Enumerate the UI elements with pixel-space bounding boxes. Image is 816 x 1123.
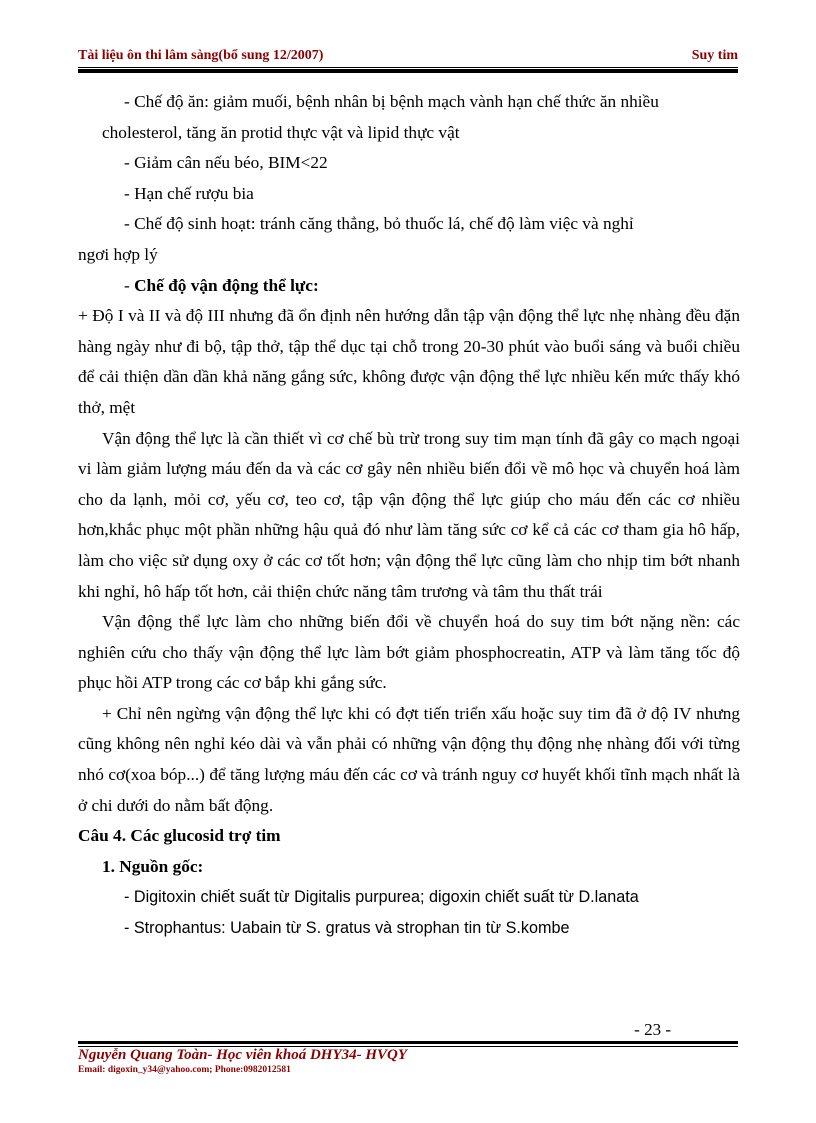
question-4-heading: Câu 4. Các glucosid trợ tim xyxy=(78,826,281,846)
header-rule-thick xyxy=(78,69,738,73)
lifestyle-line-2: ngơi hợp lý xyxy=(78,244,158,264)
diet-line-2: cholesterol, tăng ăn protid thực vật và lipid thực vật xyxy=(102,122,460,142)
document-body xyxy=(78,87,740,944)
page-number: - 23 - xyxy=(634,1020,671,1039)
exercise-heading xyxy=(78,271,740,302)
footer-rule-thick xyxy=(78,1041,738,1044)
exercise-dash: - xyxy=(124,275,135,295)
origin-item-strophantus: - Strophantus: Uabain từ S. gratus và strophan tin từ S.kombe xyxy=(124,919,570,938)
header-section: Suy tim xyxy=(691,48,738,63)
origin-item-digitoxin: - Digitoxin chiết suất từ Digitalis purpurea; digoxin chiết suất từ D.lanata xyxy=(124,888,639,907)
footer-contact: Email: digoxin_y34@yahoo.com; Phone:0982012581 xyxy=(78,1065,291,1075)
paragraph-exercise-rationale: Vận động thể lực là cần thiết vì cơ chế bù trừ trong suy tim mạn tính đã gây co mạch ngoại vi làm giảm lượng máu đến da và các cơ gây nên nhiều biến đổi về mô học và chuyển hoá làm cho da lạnh, mỏi cơ, yếu cơ, teo cơ, tập vận động thể lực giúp cho máu đến các cơ nhiều hơn,khắc phục một phần những hậu quả đó như làm tăng sức cơ kể cả các cơ tham gia hô hấp, làm cho việc sử dụng oxy ở các cơ tốt hơn; vận động thể lực cũng làm cho nhịp tim bớt nhanh khi nghỉ, hô hấp tốt hơn, cải thiện chức năng tâm trương và tâm thu thất trái xyxy=(78,428,740,601)
paragraph-metabolism: Vận động thể lực làm cho những biến đổi về chuyển hoá do suy tim bớt nặng nền: các nghiên cứu cho thấy vận động thể lực làm bớt giảm phosphocreatin, ATP và làm tăng tốc độ phục hồi ATP trong các cơ bắp khi gắng sức. xyxy=(78,612,740,693)
header-rule-thin xyxy=(78,67,738,68)
paragraph-exercise-guidance: + Độ I và II và độ III nhưng đã ổn định nên hướng dẫn tập vận động thể lực nhẹ nhàng đều đặn hàng ngày như đi bộ, tập thở, tập thể dục tại chỗ trong 20-30 phút vào buổi sáng và buổi chiều để cải thiện dần dần khả năng gắng sức, không được vận động thể lực nhiều kến mức thấy khó thở, mệt xyxy=(78,306,740,417)
alcohol-line: - Hạn chế rượu bia xyxy=(124,183,254,203)
exercise-heading-text: Chế độ vận động thể lực: xyxy=(134,275,319,295)
diet-line-1: - Chế độ ăn: giảm muối, bệnh nhân bị bệnh mạch vành hạn chế thức ăn nhiều xyxy=(124,92,659,111)
page-header xyxy=(78,48,738,66)
origin-heading: 1. Nguồn gốc: xyxy=(102,856,204,876)
lifestyle-line-1: - Chế độ sinh hoạt: tránh căng thẳng, bỏ thuốc lá, chế độ làm việc và nghỉ xyxy=(124,214,634,234)
weight-line: - Giảm cân nếu béo, BIM<22 xyxy=(124,153,328,173)
footer-author: Nguyễn Quang Toàn- Học viên khoá DHY34- HVQY xyxy=(78,1047,408,1063)
header-title: Tài liệu ôn thi lâm sàng(bổ sung 12/2007) xyxy=(78,48,324,63)
paragraph-stop-exercise: + Chỉ nên ngừng vận động thể lực khi có đợt tiến triển xấu hoặc suy tim đã ở độ IV nhưng cũng không nên nghỉ kéo dài và vẫn phải có những vận động thụ động nhẹ nhàng đối với từng nhó cơ(xoa bóp...) để tăng lượng máu đến các cơ và tránh nguy cơ huyết khối tĩnh mạch nhất là ở chi dưới do nằm bất động. xyxy=(78,703,740,815)
